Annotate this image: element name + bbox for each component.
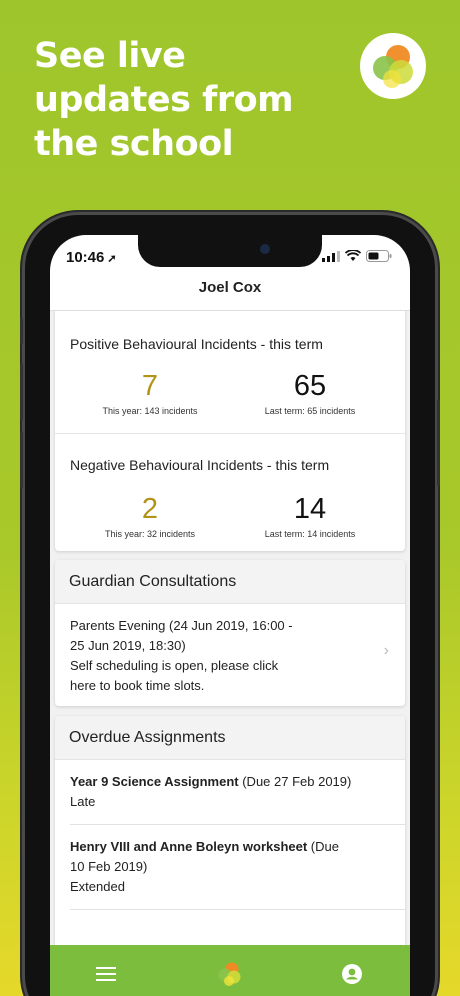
- assignment-name: Henry VIII and Anne Boleyn worksheet: [70, 839, 308, 854]
- phone-notch: [138, 235, 322, 267]
- consultations-card: [55, 560, 405, 706]
- negative-last-term-caption: Last term: 14 incidents: [264, 529, 356, 539]
- assignment-status: Extended: [70, 879, 125, 894]
- headline-line-1: See live: [34, 36, 186, 76]
- brand-logo: [360, 33, 426, 99]
- menu-icon[interactable]: [96, 967, 116, 986]
- assignments-header: Overdue Assignments: [55, 716, 405, 760]
- negative-last-term: [240, 492, 380, 539]
- positive-this-year: [80, 369, 220, 416]
- assignment-due-cont: 10 Feb 2019): [70, 859, 148, 874]
- negative-this-year-value: 2: [141, 493, 159, 525]
- battery-icon: [366, 250, 392, 262]
- profile-icon[interactable]: [342, 964, 362, 989]
- behaviour-divider: [55, 433, 405, 434]
- dashboard-scroll[interactable]: [50, 311, 410, 945]
- assignment-status: Late: [70, 794, 96, 809]
- headline-line-3: the school: [34, 124, 234, 164]
- signal-icon: [322, 251, 340, 262]
- app-logo-icon[interactable]: [217, 961, 243, 992]
- negative-last-term-value: 14: [293, 493, 327, 525]
- status-icons: [322, 250, 392, 262]
- promo-headline: [34, 34, 334, 166]
- assignment-item[interactable]: [55, 825, 405, 909]
- consultation-line-4: here to book time slots.: [70, 678, 205, 693]
- positive-last-term-value: 65: [293, 370, 327, 402]
- positive-this-year-caption: This year: 143 incidents: [102, 406, 198, 416]
- positive-last-term: [240, 369, 380, 416]
- negative-incidents-title: Negative Behavioural Incidents - this term: [70, 457, 330, 473]
- phone-power-button: [437, 400, 440, 486]
- consultation-line-2: 25 Jun 2019, 18:30): [70, 638, 186, 653]
- student-name-title: Joel Cox: [198, 279, 262, 296]
- status-time: 10:46 ➚: [66, 249, 117, 266]
- consultation-item[interactable]: [55, 604, 405, 696]
- assignments-card: [55, 716, 405, 945]
- assignment-name: Year 9 Science Assignment: [70, 774, 239, 789]
- bottom-tab-bar: [50, 945, 410, 996]
- consultation-line-3: Self scheduling is open, please click: [70, 658, 279, 673]
- location-arrow-icon: ➚: [107, 253, 117, 265]
- consultations-header: Guardian Consultations: [55, 560, 405, 604]
- phone-volume-up: [20, 364, 23, 420]
- consultation-line-1: Parents Evening (24 Jun 2019, 16:00 -: [70, 618, 293, 633]
- behaviour-card: [55, 311, 405, 551]
- positive-last-term-caption: Last term: 65 incidents: [264, 406, 356, 416]
- positive-this-year-value: 7: [141, 370, 159, 402]
- brand-logo-icon: [368, 41, 418, 91]
- assignment-due: (Due 27 Feb 2019): [238, 774, 352, 789]
- assignment-item[interactable]: [55, 760, 405, 824]
- wifi-icon: [345, 250, 361, 262]
- headline-line-2: updates from: [34, 80, 294, 120]
- app-screen: [50, 235, 410, 996]
- negative-this-year: [80, 492, 220, 539]
- camera-icon: [260, 244, 270, 254]
- assignment-divider: [70, 909, 405, 910]
- negative-this-year-caption: This year: 32 incidents: [104, 529, 196, 539]
- phone-mute-switch: [20, 318, 23, 344]
- chevron-right-icon: ›: [383, 642, 389, 659]
- positive-incidents-title: Positive Behavioural Incidents - this term: [70, 336, 323, 352]
- assignment-due: (Due: [307, 839, 339, 854]
- phone-volume-down: [20, 432, 23, 488]
